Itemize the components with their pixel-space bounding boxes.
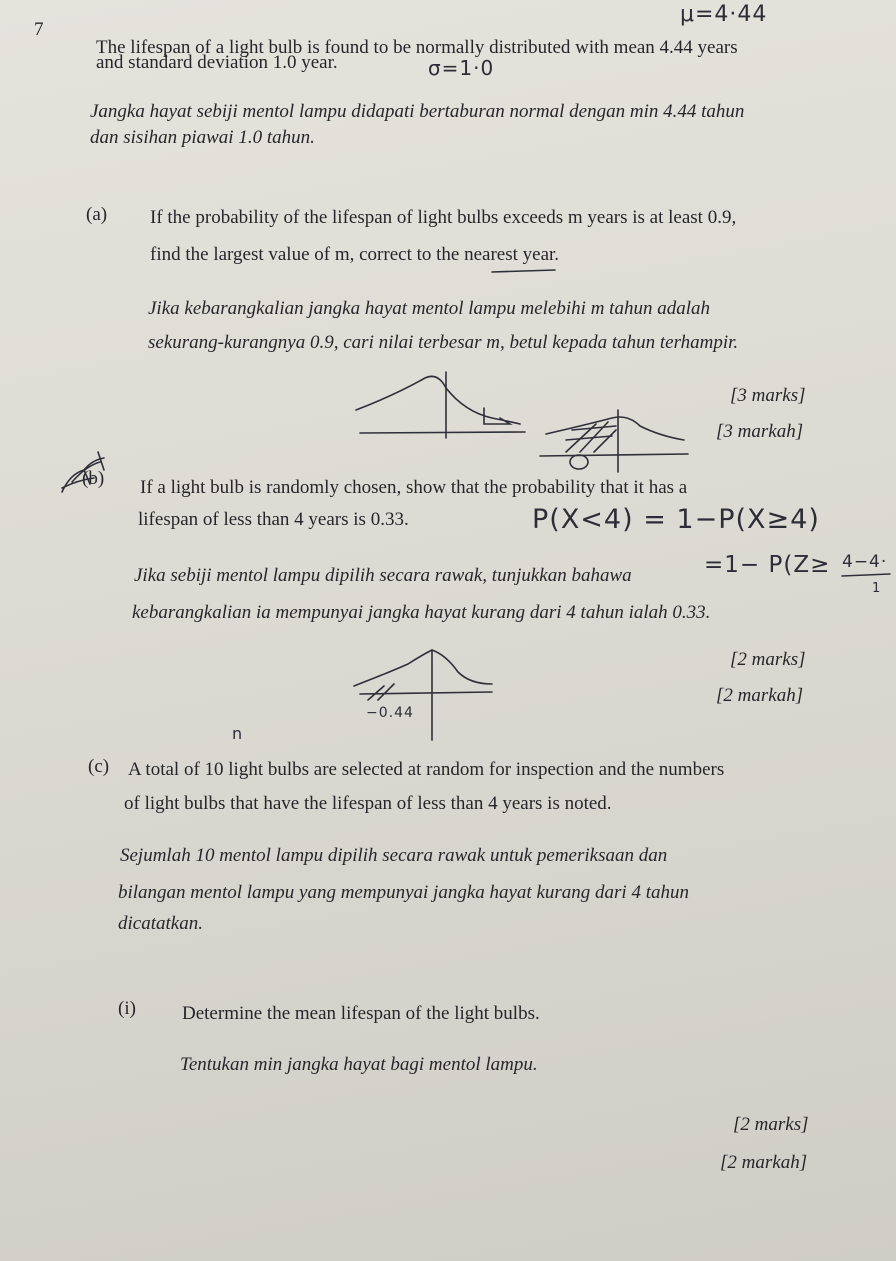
handwritten-mean: μ=4·44 <box>680 2 768 27</box>
part-c-label: (c) <box>88 756 110 777</box>
sketch-a1-axis <box>360 432 525 433</box>
part-c-i-english: Determine the mean lifespan of the light bulbs. <box>182 1003 540 1024</box>
part-b-malay-line-2: kebarangkalian ia mempunyai jangka hayat kurang dari 4 tahun ialah 0.33. <box>132 602 711 623</box>
part-b-marks-english: [2 marks] <box>730 649 806 670</box>
handwritten-probability-line-2: =1− P(Z≥ <box>704 552 831 578</box>
part-b-malay-line-1: Jika sebiji mentol lampu dipilih secara rawak, tunjukkan bahawa <box>134 565 632 586</box>
part-b-label: (b) <box>82 468 105 489</box>
sketch-b-curve <box>354 650 492 686</box>
stem-malay-line-1: Jangka hayat sebiji mentol lampu didapati bertaburan normal dengan min 4.44 tahun <box>90 101 745 122</box>
question-number: 7 <box>34 19 44 40</box>
handwritten-fraction-numerator: 4−4· <box>842 552 888 572</box>
part-a-malay-line-2: sekurang-kurangnya 0.9, cari nilai terbesar m, betul kepada tahun terhampir. <box>148 332 739 353</box>
part-a-malay-line-1: Jika kebarangkalian jangka hayat mentol lampu melebihi m tahun adalah <box>148 298 710 319</box>
part-c-malay-line-3: dicatatkan. <box>118 913 203 934</box>
part-b-english-line-2: lifespan of less than 4 years is 0.33. <box>138 509 409 530</box>
handwritten-z-label: −0.44 <box>366 705 414 721</box>
fraction-bar <box>842 574 890 576</box>
sketch-a1-shade-mark <box>484 408 510 424</box>
stem-english-line-2: and standard deviation 1.0 year. <box>96 52 338 73</box>
part-a-label: (a) <box>86 204 108 225</box>
sketch-b-axis <box>360 692 492 694</box>
part-c-english-line-1: A total of 10 light bulbs are selected at random for inspection and the numbers <box>128 759 725 780</box>
part-c-i-marks-english: [2 marks] <box>733 1114 809 1135</box>
part-a-marks-malay: [3 markah] <box>716 421 804 442</box>
part-c-english-line-2: of light bulbs that have the lifespan of less than 4 years is noted. <box>124 793 612 814</box>
part-a-english-line-2: find the largest value of m, correct to the nearest year. <box>150 244 560 265</box>
part-b-marks-malay: [2 markah] <box>716 685 804 706</box>
part-c-malay-line-2: bilangan mentol lampu yang mempunyai jangka hayat kurang dari 4 tahun <box>118 882 689 903</box>
sketch-a2-axis <box>540 454 688 456</box>
part-c-malay-line-1: Sejumlah 10 mentol lampu dipilih secara rawak untuk pemeriksaan dan <box>120 845 668 866</box>
part-c-i-marks-malay: [2 markah] <box>720 1152 808 1173</box>
stem-english-line-1: The lifespan of a light bulb is found to be normally distributed with mean 4.44 years <box>96 37 738 58</box>
scribble-b-label <box>62 452 104 492</box>
sketch-a2-hatch-4 <box>566 436 612 440</box>
part-a-english-line-1: If the probability of the lifespan of light bulbs exceeds m years is at least 0.9, <box>150 207 737 228</box>
sketch-b-shade-2 <box>378 684 394 700</box>
underline-nearest <box>492 270 555 272</box>
sketch-a2-curve <box>546 417 684 440</box>
stem-malay-line-2: dan sisihan piawai 1.0 tahun. <box>90 127 315 148</box>
sketch-a2-circle-mark <box>570 455 588 469</box>
part-b-english-line-1: If a light bulb is randomly chosen, show that the probability that it has a <box>140 477 688 498</box>
handwritten-fraction-denominator: 1 <box>872 581 882 596</box>
part-c-i-label: (i) <box>118 998 136 1019</box>
handwritten-probability-line-1: P(X<4) = 1−P(X≥4) <box>532 504 820 535</box>
sketch-a1-curve <box>356 376 520 424</box>
handwritten-sigma: σ=1·0 <box>428 56 495 80</box>
handwritten-n-mark: n <box>232 724 244 743</box>
part-c-i-malay: Tentukan min jangka hayat bagi mentol lampu. <box>180 1054 538 1075</box>
part-a-marks-english: [3 marks] <box>730 385 806 406</box>
